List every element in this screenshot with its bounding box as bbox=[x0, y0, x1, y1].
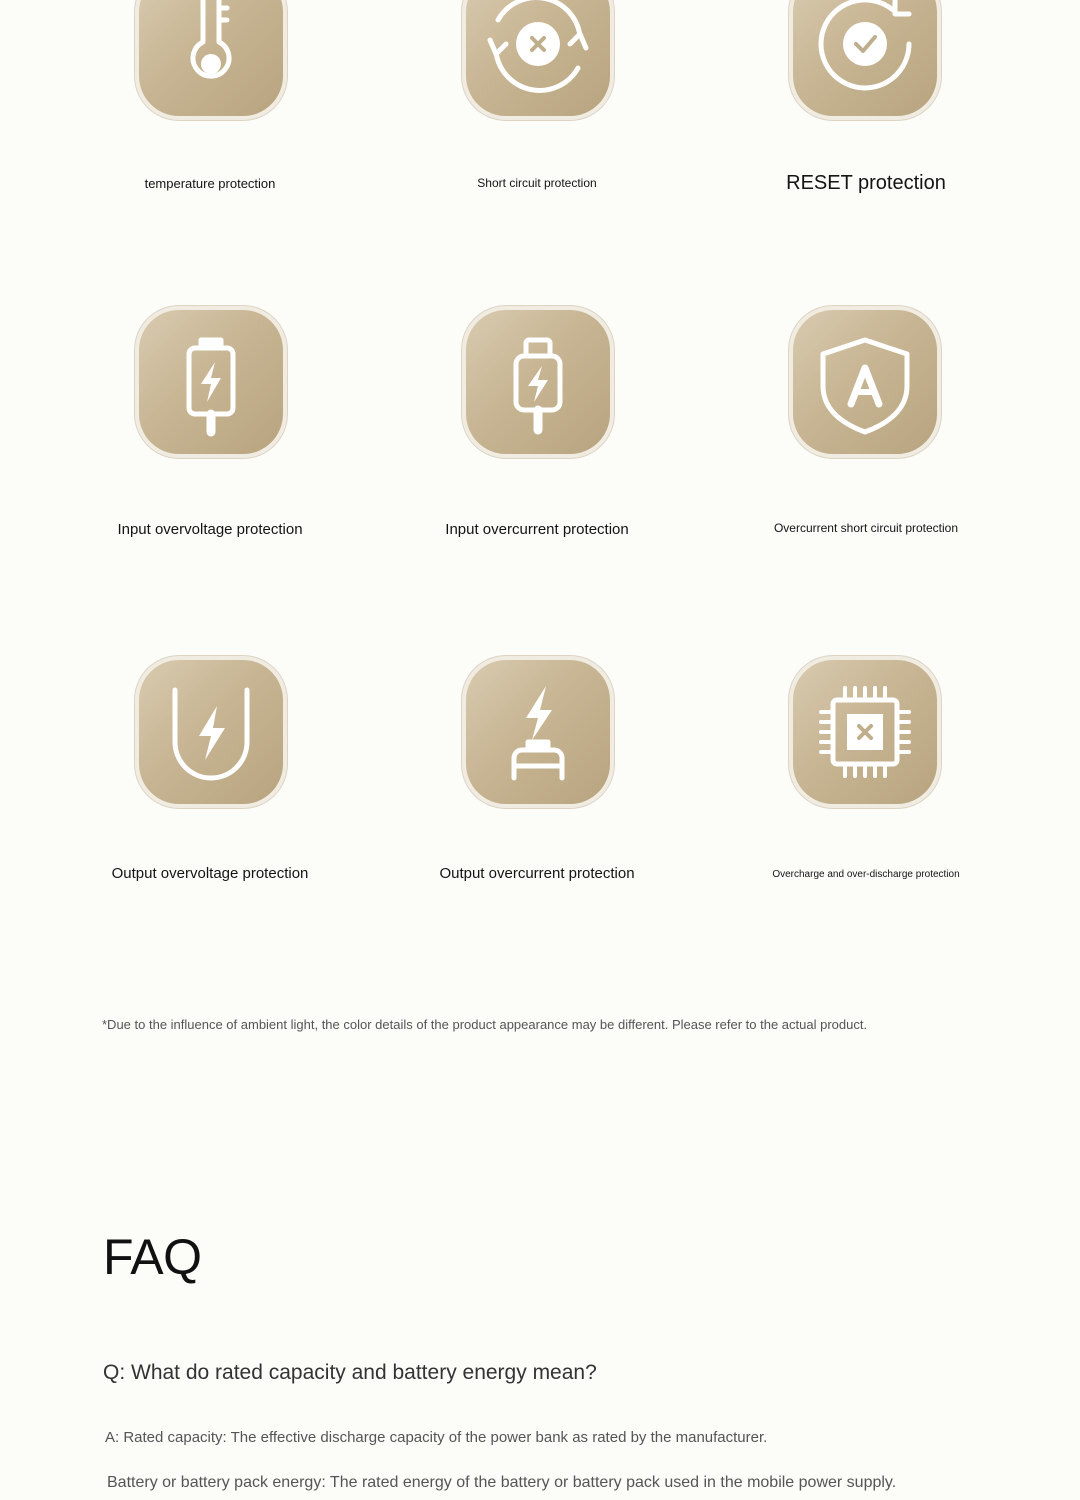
faq-answer-battery-energy: Battery or battery pack energy: The rated energy of the battery or battery pack used in the mobile power supply. bbox=[107, 1474, 897, 1491]
battery-bolt-icon bbox=[139, 310, 283, 454]
shield-a-icon bbox=[793, 310, 937, 454]
bolt-port-icon bbox=[466, 660, 610, 804]
faq-title: FAQ bbox=[103, 1229, 202, 1285]
feature-label-input-overcurrent: Input overcurrent protection bbox=[445, 521, 629, 538]
feature-label-output-overvoltage: Output overvoltage protection bbox=[111, 865, 309, 882]
usb-plug-bolt-icon bbox=[466, 310, 610, 454]
faq-question: Q: What do rated capacity and battery energy mean? bbox=[103, 1361, 597, 1384]
short-circuit-icon bbox=[466, 0, 610, 116]
reset-check-icon bbox=[793, 0, 937, 116]
feature-label-overcurrent-short-circuit: Overcurrent short circuit protection bbox=[773, 521, 959, 535]
faq-answer-rated-capacity: A: Rated capacity: The effective discharge capacity of the power bank as rated by the manufacturer. bbox=[105, 1429, 768, 1446]
chip-x-icon bbox=[793, 660, 937, 804]
color-disclaimer-note: *Due to the influence of ambient light, the color details of the product appearance may be different. Please refer to the actual product. bbox=[102, 1017, 868, 1032]
feature-label-reset: RESET protection bbox=[786, 172, 946, 194]
u-bolt-icon bbox=[139, 660, 283, 804]
thermometer-icon bbox=[139, 0, 283, 116]
feature-label-output-overcurrent: Output overcurrent protection bbox=[439, 865, 635, 882]
feature-label-short-circuit: Short circuit protection bbox=[477, 176, 597, 190]
feature-label-overcharge: Overcharge and over-discharge protection bbox=[772, 869, 960, 880]
feature-label-input-overvoltage: Input overvoltage protection bbox=[117, 521, 303, 538]
feature-label-temperature: temperature protection bbox=[144, 176, 276, 191]
